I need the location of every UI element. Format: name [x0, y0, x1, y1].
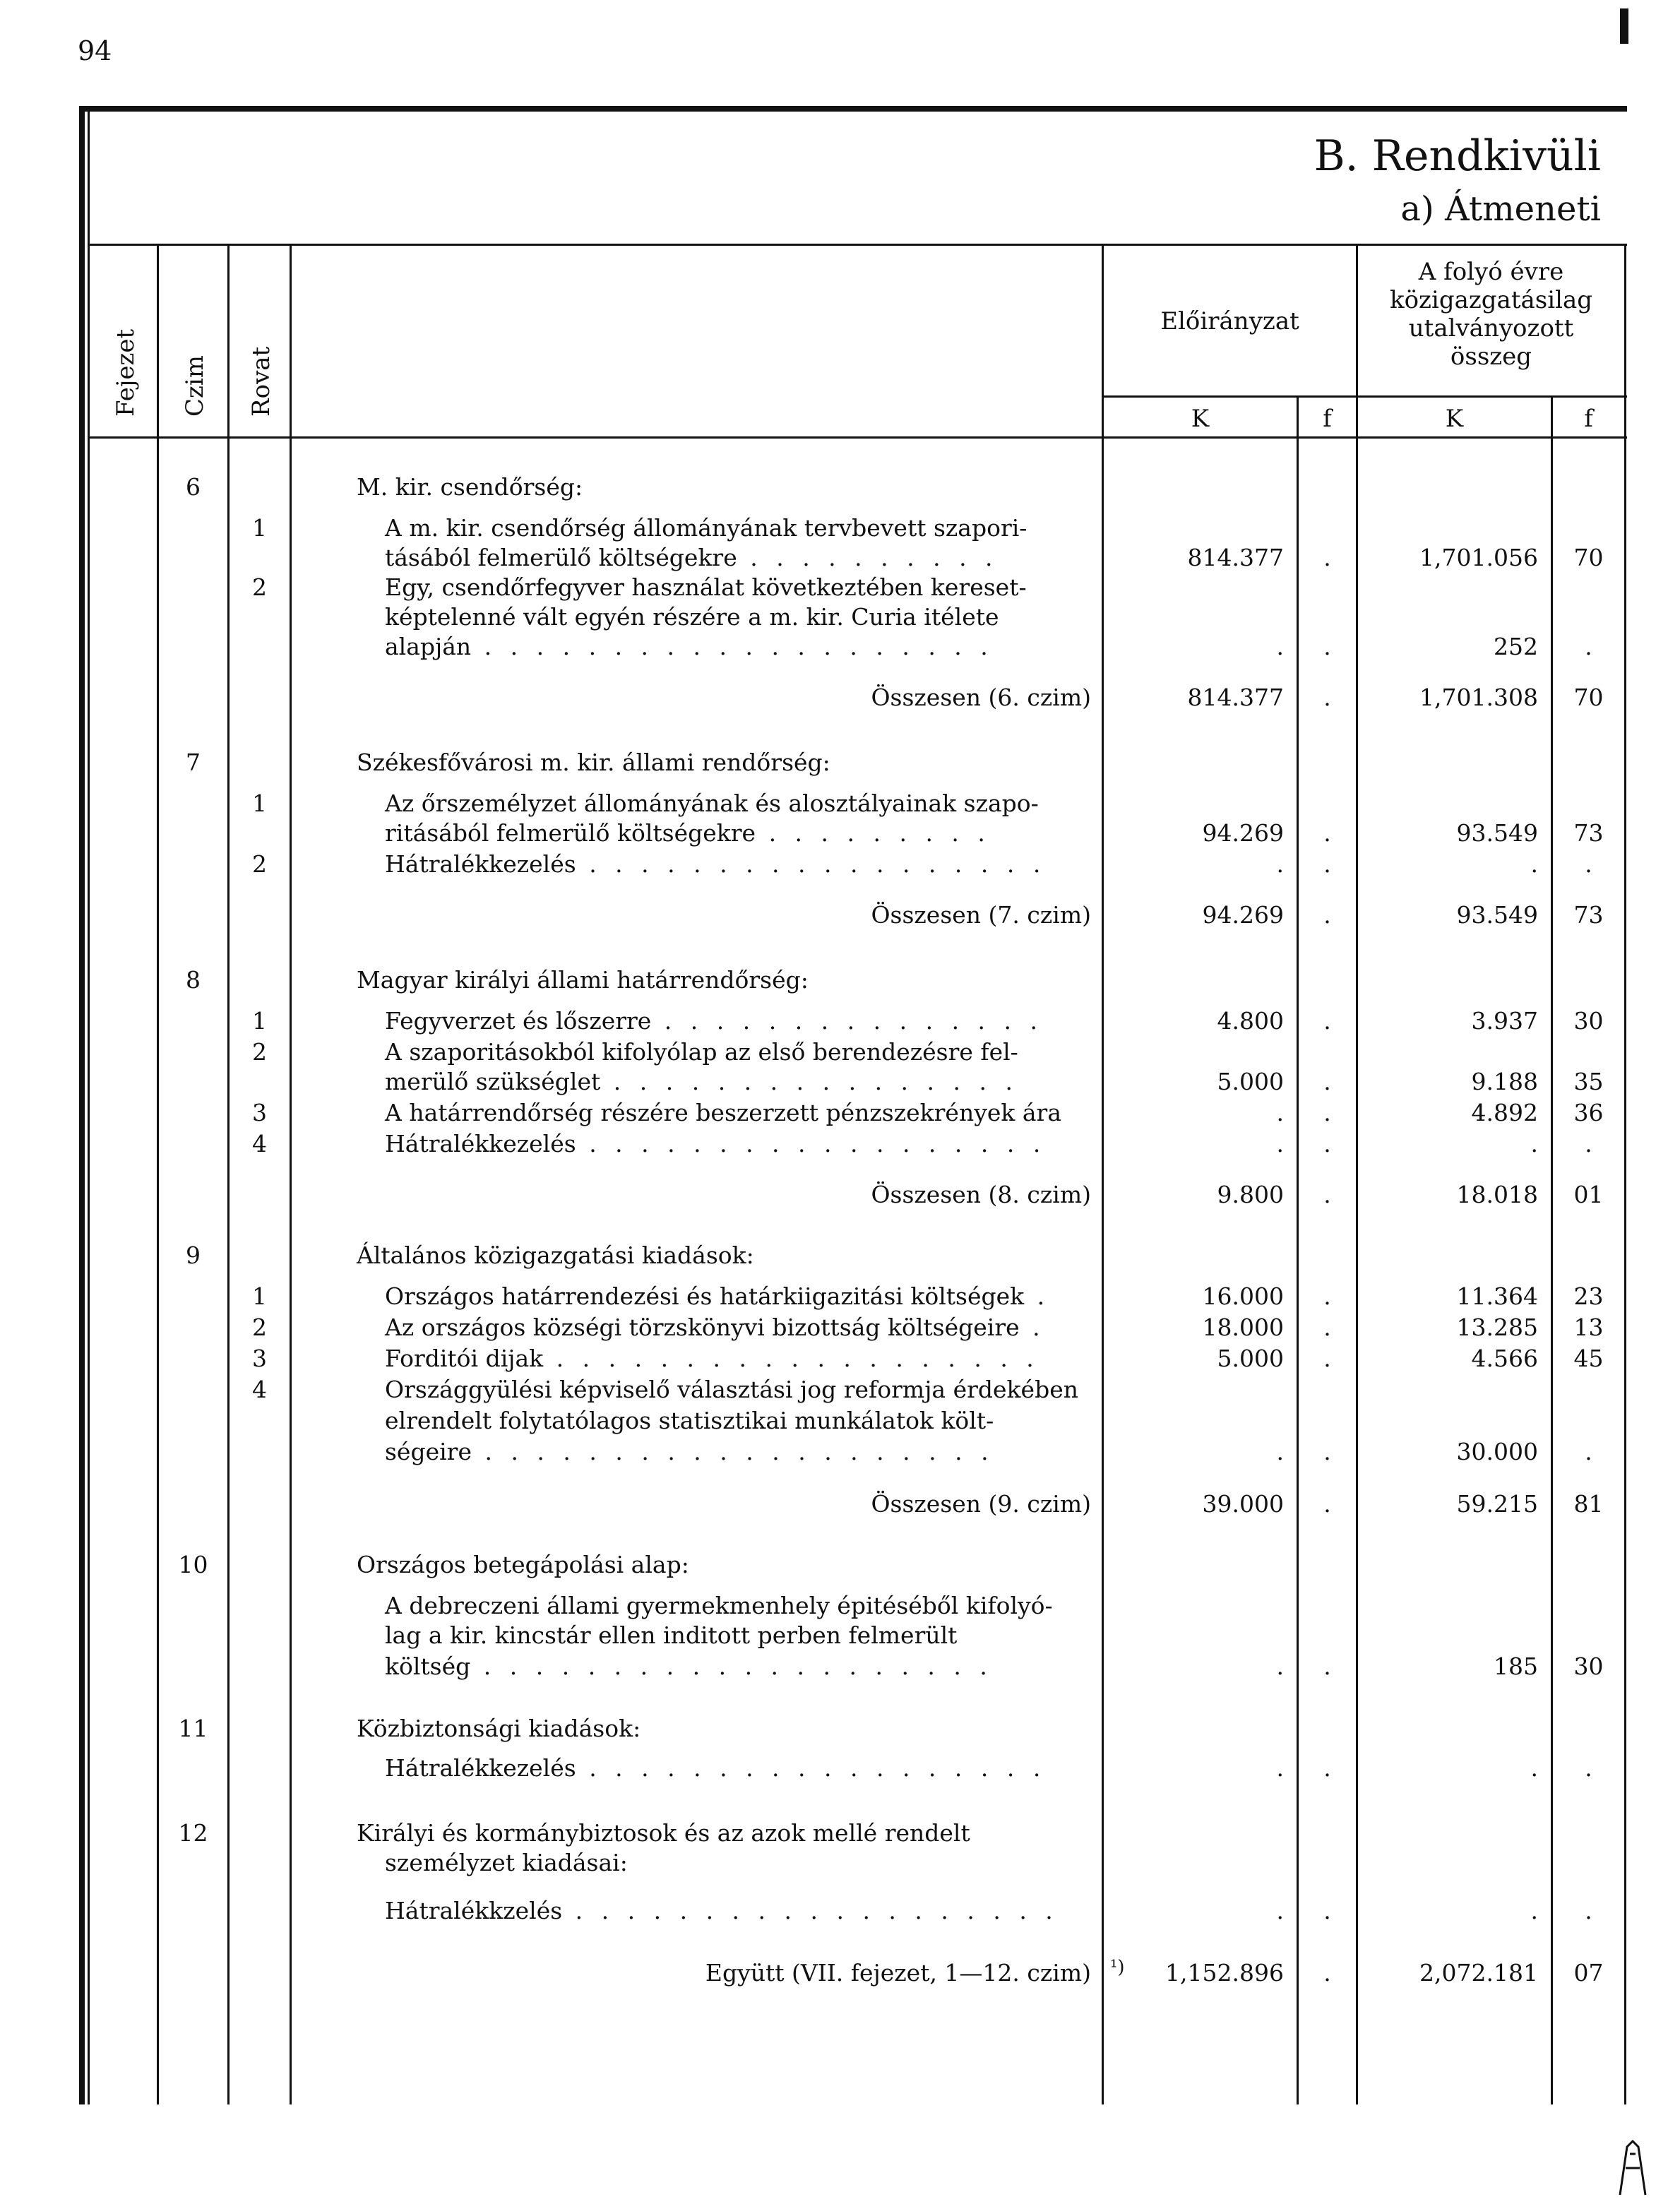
utalvanyozott-korona: . — [1530, 1754, 1538, 1782]
utalvanyozott-korona: 93.549 — [1456, 819, 1538, 847]
line-item-text: Fegyverzet és lőszerre — [385, 1007, 652, 1035]
leader-dots: . — [1019, 1314, 1046, 1341]
total-label: Összesen (9. czim) — [871, 1490, 1091, 1518]
utalvanyozott-korona: 59.215 — [1456, 1490, 1538, 1518]
line-item — [385, 1314, 1046, 1342]
line-item-text: lag a kir. kincstár ellen inditott perben felmerült — [385, 1621, 958, 1649]
utalvanyozott-filler: 23 — [1573, 1282, 1604, 1310]
eloiranyzat-korona: 16.000 — [1202, 1282, 1284, 1310]
line-item — [357, 966, 809, 994]
page-number: 94 — [78, 35, 112, 66]
eloiranyzat-korona: 18.000 — [1202, 1314, 1284, 1341]
eloiranyzat-korona: . — [1276, 850, 1284, 878]
rovat-number: 1 — [252, 1282, 267, 1310]
utalvanyozott-filler: . — [1585, 1130, 1592, 1157]
eloiranyzat-filler: . — [1323, 1130, 1331, 1157]
leader-dots: . . . . . . . . . . . . . . . . . . . — [543, 1345, 1039, 1372]
eloiranyzat-korona: . — [1276, 1099, 1284, 1126]
rovat-number: 2 — [252, 573, 267, 601]
utalvanyozott-korona: 2,072.181 — [1419, 1959, 1538, 1987]
col-line-rovat — [290, 244, 292, 2104]
header-ut-line-3: utalványozott — [1408, 314, 1574, 343]
line-item-text: Az országos községi törzskönyvi bizottság költségeire — [385, 1314, 1020, 1341]
rovat-number: 1 — [252, 514, 267, 542]
utalvanyozott-korona: 11.364 — [1456, 1282, 1538, 1310]
line-item-text: A szaporitásokból kifolyólap az első berendezésre fel- — [385, 1038, 1018, 1066]
rovat-number: 4 — [252, 1376, 267, 1403]
czim-number: 12 — [178, 1819, 208, 1847]
header-ut-line-4: összeg — [1450, 343, 1532, 371]
rovat-number: 3 — [252, 1345, 267, 1372]
rovat-number: 2 — [252, 1314, 267, 1341]
line-item — [385, 1897, 1059, 1925]
rovat-number: 2 — [252, 850, 267, 878]
leader-dots: . — [1024, 1282, 1051, 1310]
eloiranyzat-korona: 814.377 — [1187, 544, 1284, 571]
total-label: Összesen (7. czim) — [871, 901, 1091, 929]
utalvanyozott-korona: 4.566 — [1471, 1345, 1538, 1372]
line-item-text: Országos betegápolási alap: — [357, 1551, 689, 1578]
line-item — [385, 573, 1027, 602]
utalvanyozott-filler: 70 — [1573, 544, 1604, 571]
utalvanyozott-korona: 4.892 — [1471, 1099, 1538, 1126]
line-item — [385, 819, 991, 847]
header-bottom-rule — [90, 436, 1627, 439]
rovat-number: 2 — [252, 1038, 267, 1066]
eloiranyzat-filler: . — [1323, 633, 1331, 660]
leader-dots: . . . . . . . . . . . . . . . . . . . — [562, 1897, 1059, 1924]
utalvanyozott-korona: 185 — [1494, 1653, 1538, 1680]
header-ut-f: f — [1584, 405, 1593, 433]
utalvanyozott-filler: 30 — [1573, 1653, 1604, 1680]
corner-mark — [1620, 8, 1628, 44]
header-fejezet: Fejezet — [112, 328, 140, 417]
leader-dots: . . . . . . . . . . . . . . . . . . — [576, 1130, 1047, 1157]
line-item-text: A határrendőrség részére beszerzett pénzszekrények ára — [385, 1099, 1061, 1126]
header-czim: Czim — [181, 355, 209, 417]
czim-number: 11 — [178, 1715, 208, 1742]
footnote-marker: ¹) — [1110, 1957, 1125, 1978]
line-item — [385, 1438, 994, 1466]
line-item — [385, 1621, 957, 1650]
leader-dots: . . . . . . . . . . . . . . . . . . — [576, 1754, 1047, 1782]
leader-dots: . . . . . . . . . . . . . . . . . . . . — [471, 1438, 994, 1465]
line-item-text: Hátralékkezelés — [385, 850, 576, 878]
utalvanyozott-korona: 1,701.056 — [1419, 544, 1538, 571]
line-item — [385, 1376, 1078, 1404]
czim-number: 9 — [186, 1242, 201, 1269]
header-eloiranyzat: Előirányzat — [1160, 307, 1299, 335]
eloiranyzat-filler: . — [1323, 1314, 1331, 1341]
col-line-ut — [1356, 244, 1358, 2104]
eloiranyzat-filler: . — [1323, 1653, 1331, 1680]
leader-dots: . . . . . . . . . . . . . . . . . . . . — [470, 1653, 993, 1680]
line-item-text: Magyar királyi állami határrendőrség: — [357, 966, 809, 994]
line-item — [385, 603, 999, 631]
line-item-text: Egy, csendőrfegyver használat következtében kereset- — [385, 573, 1027, 601]
eloiranyzat-filler: . — [1323, 1959, 1331, 1987]
line-item — [385, 514, 1027, 542]
line-item-text: képtelenné vált egyén részére a m. kir. Curia itélete — [385, 603, 999, 631]
line-item-text: A m. kir. csendőrség állományának tervbevett szapori- — [385, 514, 1027, 542]
line-item — [385, 1653, 993, 1681]
utalvanyozott-filler: 73 — [1573, 819, 1604, 847]
leader-dots: . . . . . . . . . . . . . . . — [651, 1007, 1044, 1035]
line-item-text: Hátralékkezelés — [385, 1754, 576, 1782]
utalvanyozott-filler: 30 — [1573, 1007, 1604, 1035]
utalvanyozott-korona: 3.937 — [1471, 1007, 1538, 1035]
col-line-right — [1624, 244, 1626, 2104]
utalvanyozott-korona: 9.188 — [1471, 1068, 1538, 1095]
line-item — [385, 850, 1046, 879]
line-item — [385, 1407, 994, 1435]
utalvanyozott-filler: 07 — [1573, 1959, 1604, 1987]
eloiranyzat-korona: . — [1276, 1653, 1284, 1680]
leader-dots: . . . . . . . . . . . . . . . . — [600, 1068, 1018, 1095]
eloiranyzat-filler: . — [1323, 1282, 1331, 1310]
eloiranyzat-korona: . — [1276, 1438, 1284, 1465]
utalvanyozott-filler: 45 — [1573, 1345, 1604, 1372]
eloiranyzat-korona: 9.800 — [1217, 1181, 1284, 1208]
top-rule — [79, 106, 1627, 112]
eloiranyzat-korona: . — [1276, 633, 1284, 660]
header-rovat: Rovat — [247, 346, 275, 417]
line-item — [385, 790, 1039, 818]
eloiranyzat-filler: . — [1323, 1490, 1331, 1518]
utalvanyozott-korona: . — [1530, 850, 1538, 878]
library-stamp-icon — [1617, 2140, 1648, 2196]
utalvanyozott-korona: 252 — [1494, 633, 1538, 660]
utalvanyozott-korona: 13.285 — [1456, 1314, 1538, 1341]
leader-dots: . . . . . . . . . . . . . . . . . . . . — [471, 633, 994, 660]
utalvanyozott-filler: 73 — [1573, 901, 1604, 929]
left-rule — [79, 106, 85, 2104]
eloiranyzat-korona: 1,152.896 — [1165, 1959, 1284, 1987]
line-item — [385, 1282, 1050, 1311]
line-item — [357, 1819, 970, 1847]
line-item-text: költség — [385, 1653, 471, 1680]
eloiranyzat-filler: . — [1323, 1754, 1331, 1782]
line-item — [357, 1715, 641, 1743]
eloiranyzat-filler: . — [1323, 1181, 1331, 1208]
utalvanyozott-filler: . — [1585, 1897, 1592, 1924]
line-item — [385, 1345, 1039, 1373]
czim-number: 6 — [186, 473, 201, 501]
line-item-text: Hátralékkzelés — [385, 1897, 563, 1924]
line-item-text: A debreczeni állami gyermekmenhely épitéséből kifolyó- — [385, 1592, 1053, 1619]
line-item-text: merülő szükséglet — [385, 1068, 601, 1095]
eloiranyzat-filler: . — [1323, 684, 1331, 711]
eloiranyzat-korona: 5.000 — [1217, 1068, 1284, 1095]
eloiranyzat-korona: 94.269 — [1202, 819, 1284, 847]
utalvanyozott-filler: . — [1585, 633, 1592, 660]
line-item — [385, 1592, 1053, 1620]
line-item-text: Országos határrendezési és határkiigazitási költségek — [385, 1282, 1025, 1310]
line-item — [357, 749, 830, 777]
utalvanyozott-korona: 18.018 — [1456, 1181, 1538, 1208]
line-item — [385, 1038, 1018, 1066]
eloiranyzat-filler: . — [1323, 901, 1331, 929]
header-elo-f: f — [1323, 405, 1332, 433]
eloiranyzat-korona: 4.800 — [1217, 1007, 1284, 1035]
line-item-text: személyzet kiadásai: — [385, 1849, 628, 1876]
utalvanyozott-filler: 01 — [1573, 1181, 1604, 1208]
eloiranyzat-filler: . — [1323, 1007, 1331, 1035]
line-item-text: Székesfővárosi m. kir. állami rendőrség: — [357, 749, 830, 776]
eloiranyzat-filler: . — [1323, 850, 1331, 878]
eloiranyzat-filler: . — [1323, 1068, 1331, 1095]
leader-dots: . . . . . . . . . . — [737, 544, 999, 571]
line-item-text: ritásából felmerülő költségekre — [385, 819, 756, 847]
utalvanyozott-filler: 70 — [1573, 684, 1604, 711]
utalvanyozott-korona: . — [1530, 1130, 1538, 1157]
utalvanyozott-korona: 93.549 — [1456, 901, 1538, 929]
header-elo-k: K — [1191, 405, 1210, 433]
eloiranyzat-korona: 5.000 — [1217, 1345, 1284, 1372]
line-item — [385, 1099, 1061, 1127]
line-item-text: Forditói dijak — [385, 1345, 544, 1372]
line-item — [357, 473, 583, 501]
line-item — [357, 1242, 754, 1270]
header-ut-line-1: A folyó évre — [1418, 258, 1564, 286]
eloiranyzat-korona: . — [1276, 1754, 1284, 1782]
header-ut-k: K — [1445, 405, 1464, 433]
header-ut-line-2: közigazgatásilag — [1389, 286, 1592, 314]
utalvanyozott-korona: 1,701.308 — [1419, 684, 1538, 711]
eloiranyzat-filler: . — [1323, 544, 1331, 571]
line-item — [385, 1754, 1046, 1782]
eloiranyzat-filler: . — [1323, 819, 1331, 847]
line-item-text: alapján — [385, 633, 472, 660]
line-item — [385, 1849, 628, 1877]
eloiranyzat-korona: . — [1276, 1130, 1284, 1157]
rovat-number: 3 — [252, 1099, 267, 1126]
utalvanyozott-korona: 30.000 — [1456, 1438, 1538, 1465]
subsection-heading: a) Átmeneti — [1400, 189, 1601, 229]
col-line-text — [1102, 244, 1104, 2104]
line-item-text: Közbiztonsági kiadások: — [357, 1715, 641, 1742]
total-label: Együtt (VII. fejezet, 1—12. czim) — [705, 1959, 1091, 1987]
line-item — [357, 1551, 689, 1579]
utalvanyozott-filler: 35 — [1573, 1068, 1604, 1095]
utalvanyozott-korona: . — [1530, 1897, 1538, 1924]
rovat-number: 4 — [252, 1130, 267, 1157]
eloiranyzat-filler: . — [1323, 1345, 1331, 1372]
line-item-text: ségeire — [385, 1438, 472, 1465]
line-item — [385, 544, 999, 572]
eloiranyzat-korona: . — [1276, 1897, 1284, 1924]
eloiranyzat-filler: . — [1323, 1099, 1331, 1126]
utalvanyozott-filler: . — [1585, 850, 1592, 878]
leader-dots: . . . . . . . . . — [756, 819, 991, 847]
eloiranyzat-korona: 94.269 — [1202, 901, 1284, 929]
czim-number: 8 — [186, 966, 201, 994]
line-item — [385, 1007, 1043, 1035]
kf-rule — [1102, 395, 1627, 398]
line-item-text: Királyi és kormánybiztosok és az azok mellé rendelt — [357, 1819, 970, 1847]
czim-number: 10 — [178, 1551, 208, 1578]
line-item-text: Általános közigazgatási kiadások: — [357, 1242, 754, 1269]
total-label: Összesen (8. czim) — [871, 1181, 1091, 1208]
line-item — [385, 1130, 1046, 1158]
line-item-text: elrendelt folytatólagos statisztikai munkálatok költ- — [385, 1407, 994, 1434]
line-item-text: M. kir. csendőrség: — [357, 473, 583, 501]
rovat-number: 1 — [252, 790, 267, 817]
section-heading: B. Rendkivüli — [1313, 131, 1601, 181]
line-item-text: Hátralékkezelés — [385, 1130, 576, 1157]
header-utalvanyozott — [1358, 258, 1624, 371]
left-rule-inner — [88, 112, 90, 2104]
utalvanyozott-filler: 13 — [1573, 1314, 1604, 1341]
line-item — [385, 1068, 1018, 1096]
leader-dots: . . . . . . . . . . . . . . . . . . — [576, 850, 1047, 878]
line-item-text: Az őrszemélyzet állományának és alosztályainak szapo- — [385, 790, 1039, 817]
utalvanyozott-filler: 81 — [1573, 1490, 1604, 1518]
eloiranyzat-filler: . — [1323, 1897, 1331, 1924]
line-item-text: Országgyülési képviselő választási jog reformja érdekében — [385, 1376, 1078, 1403]
utalvanyozott-filler: . — [1585, 1754, 1592, 1782]
line-item-text: tásából felmerülő költségekre — [385, 544, 737, 571]
utalvanyozott-filler: . — [1585, 1438, 1592, 1465]
total-label: Összesen (6. czim) — [871, 684, 1091, 711]
line-item — [385, 633, 994, 661]
eloiranyzat-filler: . — [1323, 1438, 1331, 1465]
header-top-rule — [90, 244, 1627, 246]
utalvanyozott-filler: 36 — [1573, 1099, 1604, 1126]
rovat-number: 1 — [252, 1007, 267, 1035]
eloiranyzat-korona: 39.000 — [1202, 1490, 1284, 1518]
czim-number: 7 — [186, 749, 201, 776]
eloiranyzat-korona: 814.377 — [1187, 684, 1284, 711]
